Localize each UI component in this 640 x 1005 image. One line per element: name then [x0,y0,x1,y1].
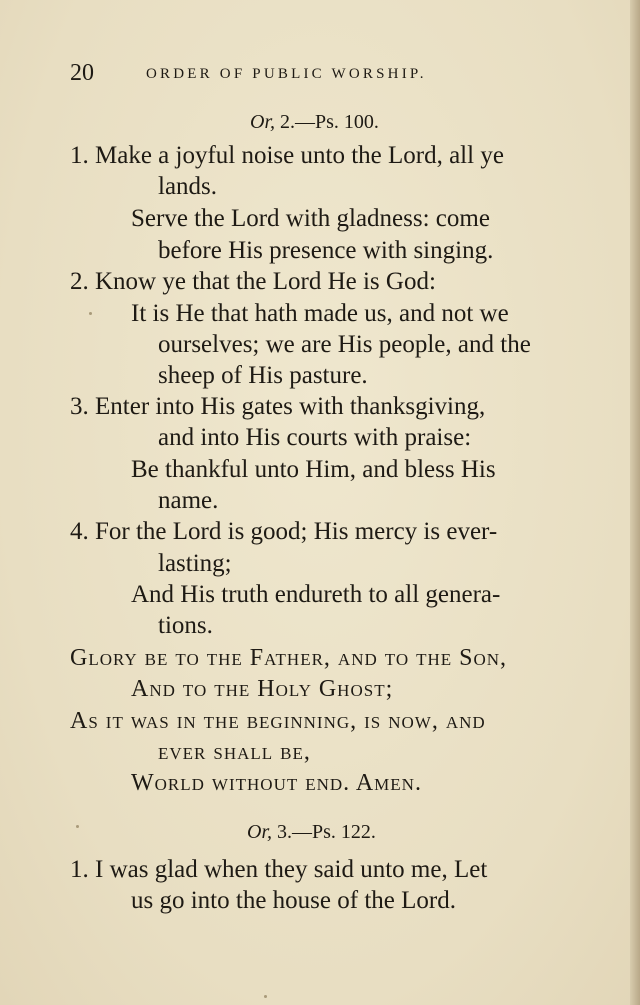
psalm-verse-line: 4. For the Lord is good; His mercy is ever- [70,518,498,545]
subheading-ps-122 [247,821,376,844]
gloria-line: Glory be to the Father, and to the Son, [70,645,508,671]
psalm-verse-line: and into His courts with praise: [158,424,472,451]
running-title: ORDER OF PUBLIC WORSHIP. [146,66,427,82]
subheading-or: Or, [250,111,276,133]
psalm-verse-line: us go into the house of the Lord. [131,887,456,914]
psalm-verse-line: 3. Enter into His gates with thanksgiving, [70,393,486,420]
psalm-verse-line: lasting; [158,550,232,577]
psalm-verse-line: sheep of His pasture. [158,362,368,389]
page-number: 20 [70,60,94,86]
psalm-verse-line: Serve the Lord with gladness: come [131,205,490,232]
subheading-ps-100 [250,111,379,134]
psalm-verse-line: Be thankful unto Him, and bless His [131,456,496,483]
gloria-line: As it was in the beginning, is now, and [70,708,486,734]
paper-speck [76,825,79,828]
gloria-line: ever shall be, [158,739,311,765]
page-spine-shadow [630,0,640,1005]
psalm-verse-line: It is He that hath made us, and not we [131,300,509,327]
paper-speck [89,312,92,315]
gloria-line: World without end. Amen. [131,770,422,796]
gloria-line: And to the Holy Ghost; [131,676,394,702]
psalm-verse-line: tions. [158,612,213,639]
psalm-verse-line: And His truth endureth to all genera- [131,581,501,608]
psalm-verse-line: before His presence with singing. [158,237,494,264]
subheading-or: Or, [247,821,273,843]
psalm-verse-line: name. [158,487,219,514]
paper-speck [264,995,267,998]
page-header [70,60,590,90]
subheading-reference: 3.—Ps. 122. [277,821,376,843]
psalm-verse-line: lands. [158,173,218,200]
psalm-verse-line: ourselves; we are His people, and the [158,331,531,358]
psalm-verse-line: 1. Make a joyful noise unto the Lord, all ye [70,142,504,169]
psalm-verse-line: 2. Know ye that the Lord He is God: [70,268,436,295]
subheading-reference: 2.—Ps. 100. [280,111,379,133]
psalm-verse-line: 1. I was glad when they said unto me, Let [70,856,488,883]
